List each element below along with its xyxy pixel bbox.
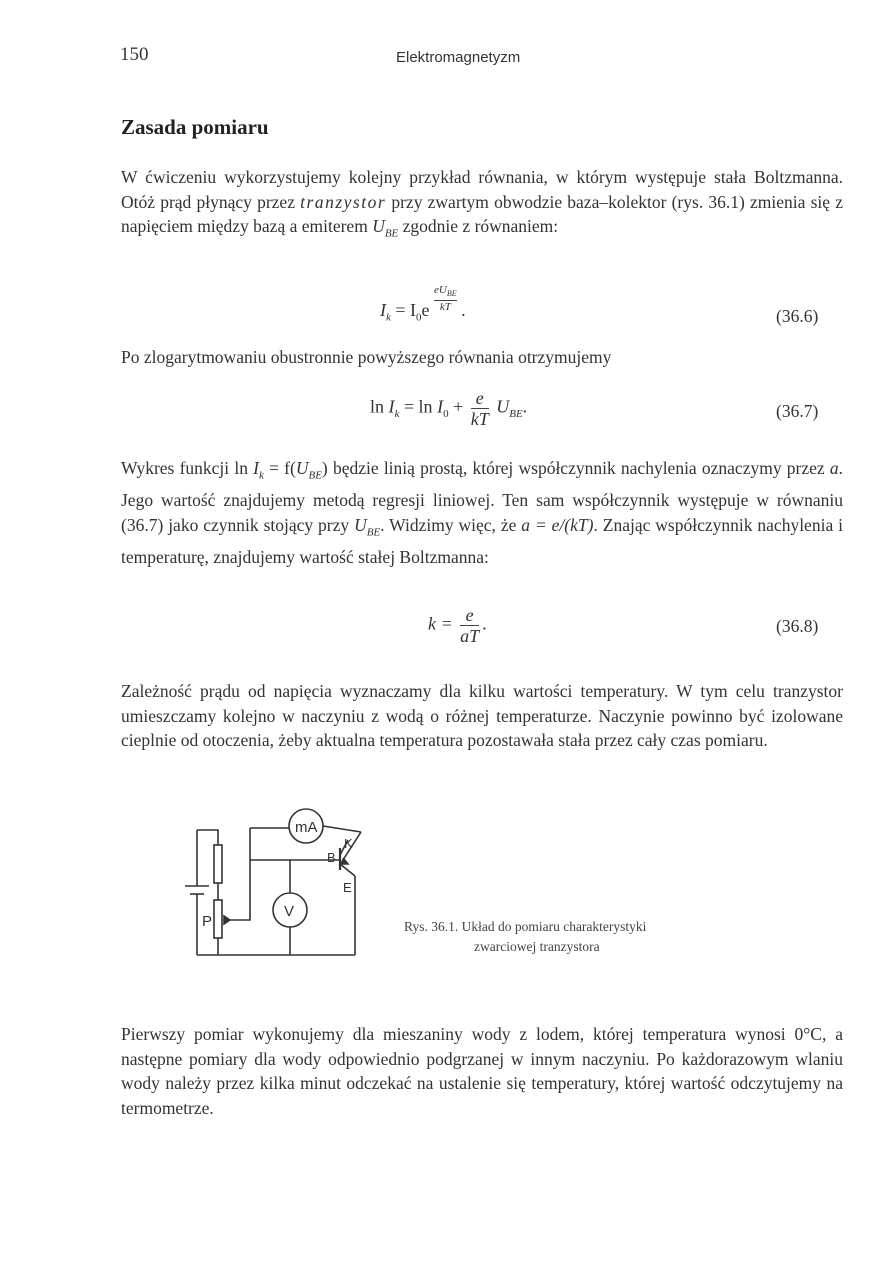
label-p: P	[202, 913, 213, 930]
paragraph-3: Wykres funkcji $\ln I_k = f(U_{BE})$ będzie linią prostą, której współczynnik nachylenia oznaczymy przez a. Jego wartość znajdujemy metodą regresji liniowej. Ten sam współczynnik występuje w równaniu (36.7) jako czynnik stojący przy $U_{BE}$. Widzimy więc, że a = e/(kT). Znając współczynnik nachylenia i temperaturę, znajdujemy wartość stałej Boltzmanna:	[121, 458, 843, 567]
paragraph-2: Po zlogarytmowaniu obustronnie powyższego równania otrzymujemy	[121, 347, 612, 367]
label-b: B	[327, 850, 336, 865]
paragraph-1: W ćwiczeniu wykorzystujemy kolejny przykład równania, w którym występuje stała Boltzmanna. Otóż prąd płynący przez tranzystor przy zwartym obwodzie baza–kolektor (rys. 36.1) zmienia się z napięciem między bazą a emiterem $U_{BE}$ zgodnie z równaniem:	[121, 167, 844, 240]
page-number: 150	[120, 44, 149, 65]
section-title: Zasada pomiaru	[121, 115, 269, 139]
paragraph-5: Pierwszy pomiar wykonujemy dla mieszaniny wody z lodem, której temperatura wynosi 0°C, a następne pomiary dla wody odpowiednio podgrzanej w innym naczyniu. Po każdorazowym wlaniu wody należy przez kilka minut odczekać na ustalenie się temperatury, której wartość odczytujemy na termometrze.	[121, 1024, 843, 1118]
figure-caption: Rys. 36.1. Układ do pomiaru charakterystyki zwarciowej tranzystora	[404, 919, 647, 954]
equation-36-6: $I_k = I_0e$ $eU_{BE}$ kT .	[380, 284, 466, 324]
label-v: V	[284, 903, 295, 920]
label-e: E	[343, 880, 352, 895]
equation-number-36-6: (36.6)	[776, 306, 819, 326]
paragraph-4: Zależność prądu od napięcia wyznaczamy dla kilku wartości temperatury. W tym celu tranzystor umieszczamy kolejno w naczyniu z wodą o różnej temperaturze. Naczynie powinno być izolowane cieplnie od otoczenia, żeby aktualna temperatura pozostawała stała przez cały czas pomiaru.	[121, 681, 843, 750]
emphasis-tranzystor: tranzystor	[300, 191, 387, 212]
equation-36-8: k = $\frac{e}{aT}$ .	[428, 605, 487, 646]
label-ma: mA	[295, 819, 318, 836]
label-k: K	[344, 836, 353, 851]
equation-number-36-8: (36.8)	[776, 616, 819, 636]
equation-36-7: $\ln I_k = \ln I_0$ + $\frac{e}{kT}$ $U_{BE}$.	[370, 388, 528, 429]
circuit-diagram	[175, 800, 385, 965]
equation-number-36-7: (36.7)	[776, 401, 819, 421]
running-title: Elektromagnetyzm	[396, 49, 521, 66]
